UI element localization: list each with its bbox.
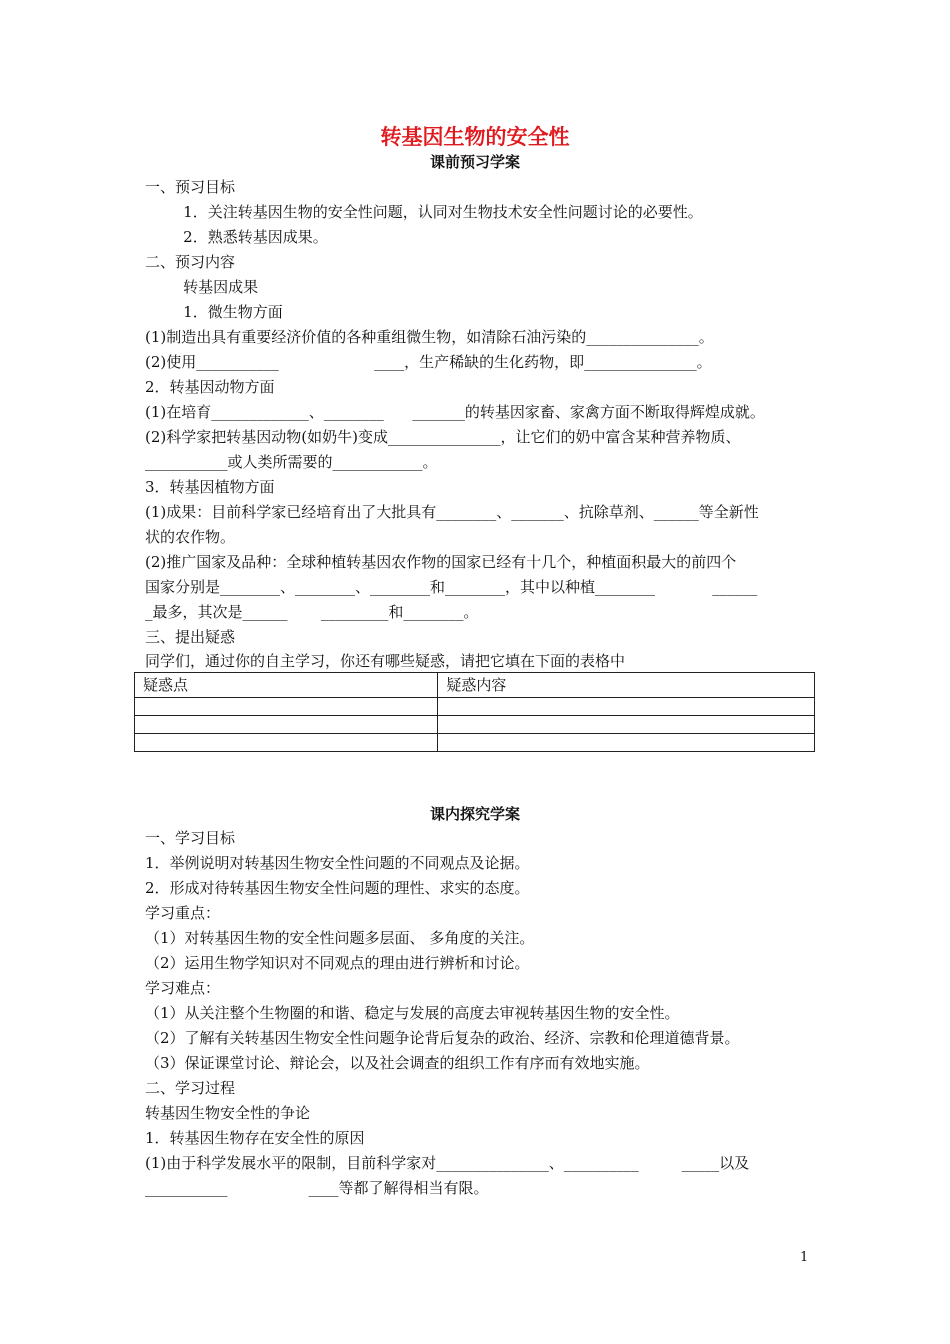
text-line: ___________ ____等都了解得相当有限。: [145, 1179, 489, 1197]
text-line: （1）对转基因生物的安全性问题多层面、 多角度的关注。: [145, 929, 535, 947]
text-line: 2．熟悉转基因成果。: [145, 228, 328, 246]
text-line: 2．转基因动物方面: [145, 378, 275, 396]
text-line: 学习重点：: [145, 904, 221, 922]
table-header: 疑惑内容: [438, 673, 815, 698]
table-cell[interactable]: [135, 716, 438, 734]
text-line: (1)由于科学发展水平的限制，目前科学家对_______________、__________ _____以及: [145, 1154, 750, 1172]
table-cell[interactable]: [438, 698, 815, 716]
text-line: 3．转基因植物方面: [145, 478, 275, 496]
text-line: （3）保证课堂讨论、辩论会，以及社会调查的组织工作有序而有效地实施。: [145, 1054, 650, 1072]
text-line: 一、预习目标: [145, 178, 236, 196]
text-line: 一、学习目标: [145, 829, 236, 847]
in-class-heading: 课内探究学案: [429, 805, 520, 823]
text-line: （2）了解有关转基因生物安全性问题争论背后复杂的政治、经济、宗教和伦理道德背景。: [145, 1029, 740, 1047]
text-line: (2)推广国家及品种：全球种植转基因农作物的国家已经有十几个，种植面积最大的前四个: [145, 553, 737, 571]
doubt-table: [134, 672, 815, 752]
text-line: 学习难点：: [145, 979, 221, 997]
text-line: 二、预习内容: [145, 253, 236, 271]
text-line: 同学们，通过你的自主学习，你还有哪些疑惑，请把它填在下面的表格中: [145, 652, 626, 670]
text-line: (2)使用___________ ____，生产稀缺的生化药物，即_______________。: [145, 353, 712, 371]
text-line: 1．转基因生物存在安全性的原因: [145, 1129, 365, 1147]
text-line: (1)成果：目前科学家已经培育出了大批具有________、_______、抗除草剂、______等全新性: [145, 503, 759, 521]
table-cell[interactable]: [438, 734, 815, 752]
text-line: 转基因成果: [145, 278, 259, 296]
table-header: 疑惑点: [135, 673, 438, 698]
page-number: 1: [800, 1250, 809, 1265]
table-cell[interactable]: [135, 698, 438, 716]
text-line: (1)制造出具有重要经济价值的各种重组微生物，如清除石油污染的_______________。: [145, 328, 714, 346]
document-title: 转基因生物的安全性: [380, 125, 570, 149]
text-line: 三、提出疑惑: [145, 628, 236, 646]
text-line: 2．形成对待转基因生物安全性问题的理性、求实的态度。: [145, 879, 530, 897]
text-line: 国家分别是________、________、________和________，其中以种植________ ______: [145, 578, 758, 596]
text-line: (2)科学家把转基因动物(如奶牛)变成_______________，让它们的奶中富含某种营养物质、: [145, 428, 741, 446]
table-cell[interactable]: [438, 716, 815, 734]
text-line: (1)在培育_____________、________ _______的转基因家畜、家禽方面不断取得辉煌成就。: [145, 403, 765, 421]
text-line: 状的农作物。: [145, 528, 236, 546]
text-line: ___________或人类所需要的____________。: [145, 453, 438, 471]
text-line: _最多，其次是______ _________和________。: [145, 603, 479, 621]
text-line: （2）运用生物学知识对不同观点的理由进行辨析和讨论。: [145, 954, 530, 972]
text-line: 二、学习过程: [145, 1079, 236, 1097]
table-cell[interactable]: [135, 734, 438, 752]
text-line: （1）从关注整个生物圈的和谐、稳定与发展的高度去审视转基因生物的安全性。: [145, 1004, 680, 1022]
pre-study-heading: 课前预习学案: [429, 153, 520, 171]
text-line: 1．关注转基因生物的安全性问题，认同对生物技术安全性问题讨论的必要性。: [145, 203, 703, 221]
text-line: 1．微生物方面: [145, 303, 283, 321]
text-line: 1．举例说明对转基因生物安全性问题的不同观点及论据。: [145, 854, 530, 872]
text-line: 转基因生物安全性的争论: [145, 1104, 311, 1122]
